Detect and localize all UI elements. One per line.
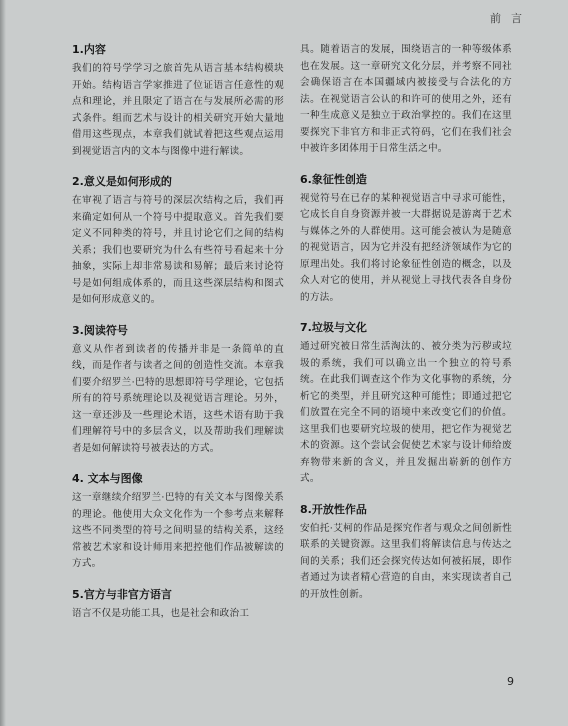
section-official-language-continued bbox=[300, 42, 512, 158]
section-body: 这一章继续介绍罗兰·巴特的有关文本与图像关系的理论。他使用大众文化作为一个参考点来解释这些不同类型的符号之间明显的结构关系，这经常被艺术家和设计师用来把控他们作品被解读的方式。 bbox=[72, 492, 284, 569]
section-meaning bbox=[72, 174, 284, 309]
section-symbolic-creativity bbox=[300, 172, 512, 307]
section-text-image bbox=[72, 471, 284, 573]
page-gutter-shadow bbox=[0, 0, 6, 726]
running-header: 前言 bbox=[490, 12, 532, 25]
section-rubbish-culture bbox=[300, 320, 512, 488]
section-body: 语言不仅是功能工具，也是社会和政治工 bbox=[72, 607, 250, 619]
section-body: 视觉符号在已存的某种视觉语言中寻求可能性，它成长自自身资源并被一大群据说是游离于艺术与媒体之外的人群使用。这可能会被认为是随意的视觉语言，因为它并没有把经济领域作为它的原理出处。我们将讨论象征性创造的概念，以及众人对它的使用，并从视觉上寻找代表各自身份的方法。 bbox=[300, 192, 512, 303]
page-number: 9 bbox=[507, 675, 514, 688]
section-body: 我们的符号学学习之旅首先从语言基本结构模块开始。结构语言学家推进了位证语言任意性的观点和理论，并且限定了语言在与发展所必需的形式条件。组而艺术与设计的相关研究开始大量地借用这些现点，本章我们就试着把这些观点运用到视觉语言内的文本与图像中进行解读。 bbox=[72, 63, 284, 157]
section-official-language bbox=[72, 587, 284, 623]
section-body: 具。随着语言的发展，围绕语言的一种等级体系也在发展。这一章研究文化分层，并考察不同社会确保语言在本国疆域内被接受与合法化的方法。在视觉语言公认的和许可的使用之外，还有一种生成意义是独立于政治掌控的。我们在这里要探究下非官方和非正式符码，它们在我们社会中被许多团体用于日常生活之中。 bbox=[300, 44, 512, 154]
section-heading: 4. 文本与图像 bbox=[72, 472, 143, 485]
right-column bbox=[300, 42, 512, 617]
section-heading: 7.垃圾与文化 bbox=[300, 321, 367, 334]
section-heading: 3.阅读符号 bbox=[72, 323, 128, 337]
section-reading-signs bbox=[72, 323, 284, 458]
section-heading: 2.意义是如何形成的 bbox=[72, 175, 172, 188]
section-heading: 6.象征性创造 bbox=[300, 172, 367, 186]
left-column bbox=[72, 42, 284, 636]
section-body: 安伯托·艾柯的作品是探究作者与观众之间创新性联系的关键资源。这里我们将解读信息与传达之间的关系；我们还会探究传达如何被拓展，即作者通过为读者精心营造的自由，来实现读者自己的开放性创新。 bbox=[300, 522, 512, 600]
section-heading: 1.内容 bbox=[72, 43, 106, 56]
section-heading: 5.官方与非官方语言 bbox=[72, 587, 172, 601]
section-body: 意义从作者到读者的传播并非是一条简单的直线，而是作者与读者之间的创造性交流。本章我们要介绍罗兰·巴特的思想即符号学理论，它包括所有的符号系统理论以及视觉语言理论。另外，这一章还涉及一些理论术语，这些术语有助于我们理解符号中的多层含义，以及帮助我们理解读者是如何解读符号被表达的方式。 bbox=[72, 343, 284, 454]
section-open-work bbox=[300, 502, 512, 604]
section-heading: 8.开放性作品 bbox=[300, 502, 367, 516]
section-body: 通过研究被日常生活淘汰的、被分类为污秽或垃圾的系统，我们可以确立出一个独立的符号系统。在此我们调查这个作为文化事物的系统，分析它的类型，并且研究这种可能性；即通过把它们放置在完全不同的语境中来改变它们的价值。这里我们也要研究垃圾的使用，把它作为视觉艺术的资源。这个尝试会促使艺术家与设计师给废弃物带来新的含义，并且发掘出崭新的创作方式。 bbox=[300, 341, 512, 484]
section-body: 在审视了语言与符号的深层次结构之后，我们再来确定如何从一个符号中提取意义。首先我们要定义不同种类的符号，并且讨论它们之间的结构关系；我们也要研究为什么有些符号看起来十分抽象，实际上却非常易读和易解；最后来讨论符号是如何组成体系的，而且这些深层结构和图式是如何形成意义的。 bbox=[72, 195, 284, 305]
section-content bbox=[72, 42, 284, 160]
